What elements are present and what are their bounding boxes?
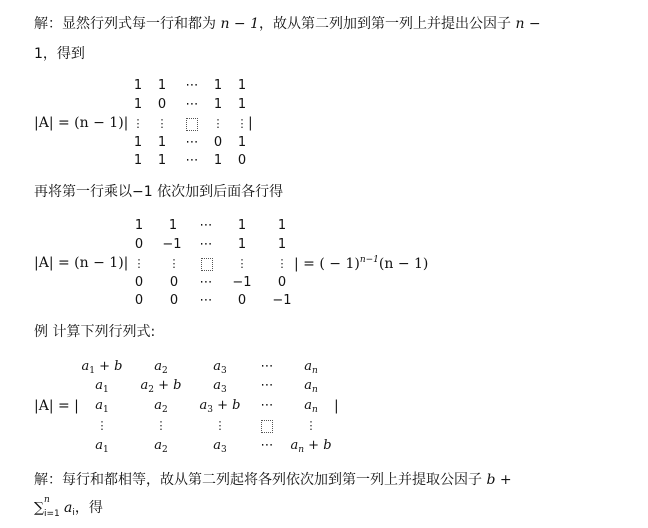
det3-lhs: |A| = | [34, 398, 79, 414]
cell: −1 [272, 293, 292, 308]
cell: 1 [213, 97, 223, 112]
text: 解：显然行列式每一行和都为 [34, 16, 221, 32]
paragraph-solution-1 [34, 14, 541, 34]
cell: 1 [133, 135, 143, 150]
math-n-minus-1: n − 1 [220, 16, 260, 32]
cell: $a_3$ [213, 359, 227, 376]
vdots: ⋮ [305, 419, 317, 432]
cell: 0 [277, 275, 287, 290]
det1-right-bar: | [248, 115, 253, 131]
cell: 1 [133, 97, 143, 112]
determinant-1 [0, 78, 648, 173]
text: 解：每行和都相等，故从第二列起将各列依次加到第一列上并提取公因子 [34, 472, 487, 488]
cell: $a_1$ [95, 398, 109, 415]
cell: 0 [237, 293, 247, 308]
vdots: ⋮ [96, 419, 108, 432]
cell: 0 [237, 153, 247, 168]
cell: 1 [237, 218, 247, 233]
text: ，得 [74, 500, 103, 516]
cell: 0 [169, 293, 179, 308]
var-a: a [64, 500, 73, 516]
math-n-minus: n − [515, 16, 541, 32]
sum-upper: n [44, 495, 50, 505]
cell: 1 [157, 153, 167, 168]
vdots: ⋮ [276, 257, 288, 270]
cell: ⋯ [260, 378, 274, 393]
cell: 1 [277, 237, 287, 252]
cell: ⋯ [185, 78, 199, 93]
cell: $a_3 + b$ [199, 398, 241, 415]
cell: $a_n$ [304, 359, 318, 376]
cell: $a_n$ [304, 398, 318, 415]
vdots: ⋮ [236, 257, 248, 270]
cell: $a_n + b$ [290, 438, 332, 455]
cell: ⋯ [185, 153, 199, 168]
vdots: ⋮ [155, 419, 167, 432]
vdots: ⋮ [133, 257, 145, 270]
vdots: ⋮ [236, 117, 248, 130]
cell: 0 [157, 97, 167, 112]
paragraph-solution-1-cont [34, 44, 85, 64]
cell: $a_1$ [95, 378, 109, 395]
cell: 0 [213, 135, 223, 150]
cell: 1 [237, 78, 247, 93]
cell: ⋯ [199, 237, 213, 252]
det2-lhs: |A| = (n − 1)| [34, 255, 129, 271]
sum-symbol: ∑ [34, 500, 44, 516]
cell: 1 [237, 237, 247, 252]
text: | = ( − 1) [294, 256, 360, 272]
var-sub: i [72, 508, 75, 518]
cell: 0 [134, 275, 144, 290]
cell: ⋯ [185, 97, 199, 112]
cell: 0 [134, 293, 144, 308]
cell: 1 [133, 78, 143, 93]
cell: ⋯ [199, 218, 213, 233]
cell: $a_n$ [304, 378, 318, 395]
paragraph-solution-2-cont [34, 495, 103, 523]
cell: ⋯ [260, 398, 274, 413]
determinant-3 [0, 358, 648, 458]
cell: 1 [277, 218, 287, 233]
cell: $a_3$ [213, 378, 227, 395]
cell: $a_1$ [95, 438, 109, 455]
det2-rhs [294, 255, 428, 272]
cell: 1 [133, 153, 143, 168]
ddots-placeholder-box [186, 118, 198, 131]
cell: ⋯ [199, 275, 213, 290]
cell: 0 [169, 275, 179, 290]
math-b-plus: b + [486, 472, 512, 488]
cell: 1 [237, 135, 247, 150]
cell: $a_3$ [213, 438, 227, 455]
vdots: ⋮ [214, 419, 226, 432]
cell: 1 [237, 97, 247, 112]
sum-lower: i=1 [44, 509, 60, 519]
cell: ⋯ [260, 359, 274, 374]
cell: 1 [157, 135, 167, 150]
cell: $a_1 + b$ [81, 359, 123, 376]
cell: 1 [168, 218, 178, 233]
text: (n − 1) [378, 256, 429, 272]
ddots-placeholder-box [261, 420, 273, 433]
cell: $a_2$ [154, 398, 168, 415]
text: ，故从第二列加到第一列上并提出公因子 [259, 16, 516, 32]
cell: $a_2$ [154, 438, 168, 455]
det1-lhs: |A| = (n − 1)| [34, 115, 129, 131]
text: ，得到 [42, 46, 85, 62]
cell: −1 [232, 275, 252, 290]
cell: $a_2$ [154, 359, 168, 376]
text: 1 [34, 46, 43, 62]
cell: 1 [157, 78, 167, 93]
cell: ⋯ [199, 293, 213, 308]
cell: 1 [213, 78, 223, 93]
vdots: ⋮ [156, 117, 168, 130]
cell: ⋯ [260, 438, 274, 453]
determinant-2 [0, 218, 648, 313]
exponent: n−1 [359, 255, 379, 265]
paragraph-step-2: 再将第一行乘以−1 依次加到后面各行得 [34, 184, 284, 200]
cell: 0 [134, 237, 144, 252]
cell: 1 [213, 153, 223, 168]
sum-limits [44, 495, 64, 519]
vdots: ⋮ [132, 117, 144, 130]
cell: −1 [162, 237, 182, 252]
det3-right-bar: | [334, 398, 339, 414]
paragraph-solution-2 [34, 470, 512, 490]
vdots: ⋮ [168, 257, 180, 270]
cell: ⋯ [185, 135, 199, 150]
vdots: ⋮ [212, 117, 224, 130]
example-heading: 例 计算下列行列式: [34, 324, 156, 340]
cell: $a_2 + b$ [140, 378, 182, 395]
cell: 1 [134, 218, 144, 233]
ddots-placeholder-box [201, 258, 213, 271]
